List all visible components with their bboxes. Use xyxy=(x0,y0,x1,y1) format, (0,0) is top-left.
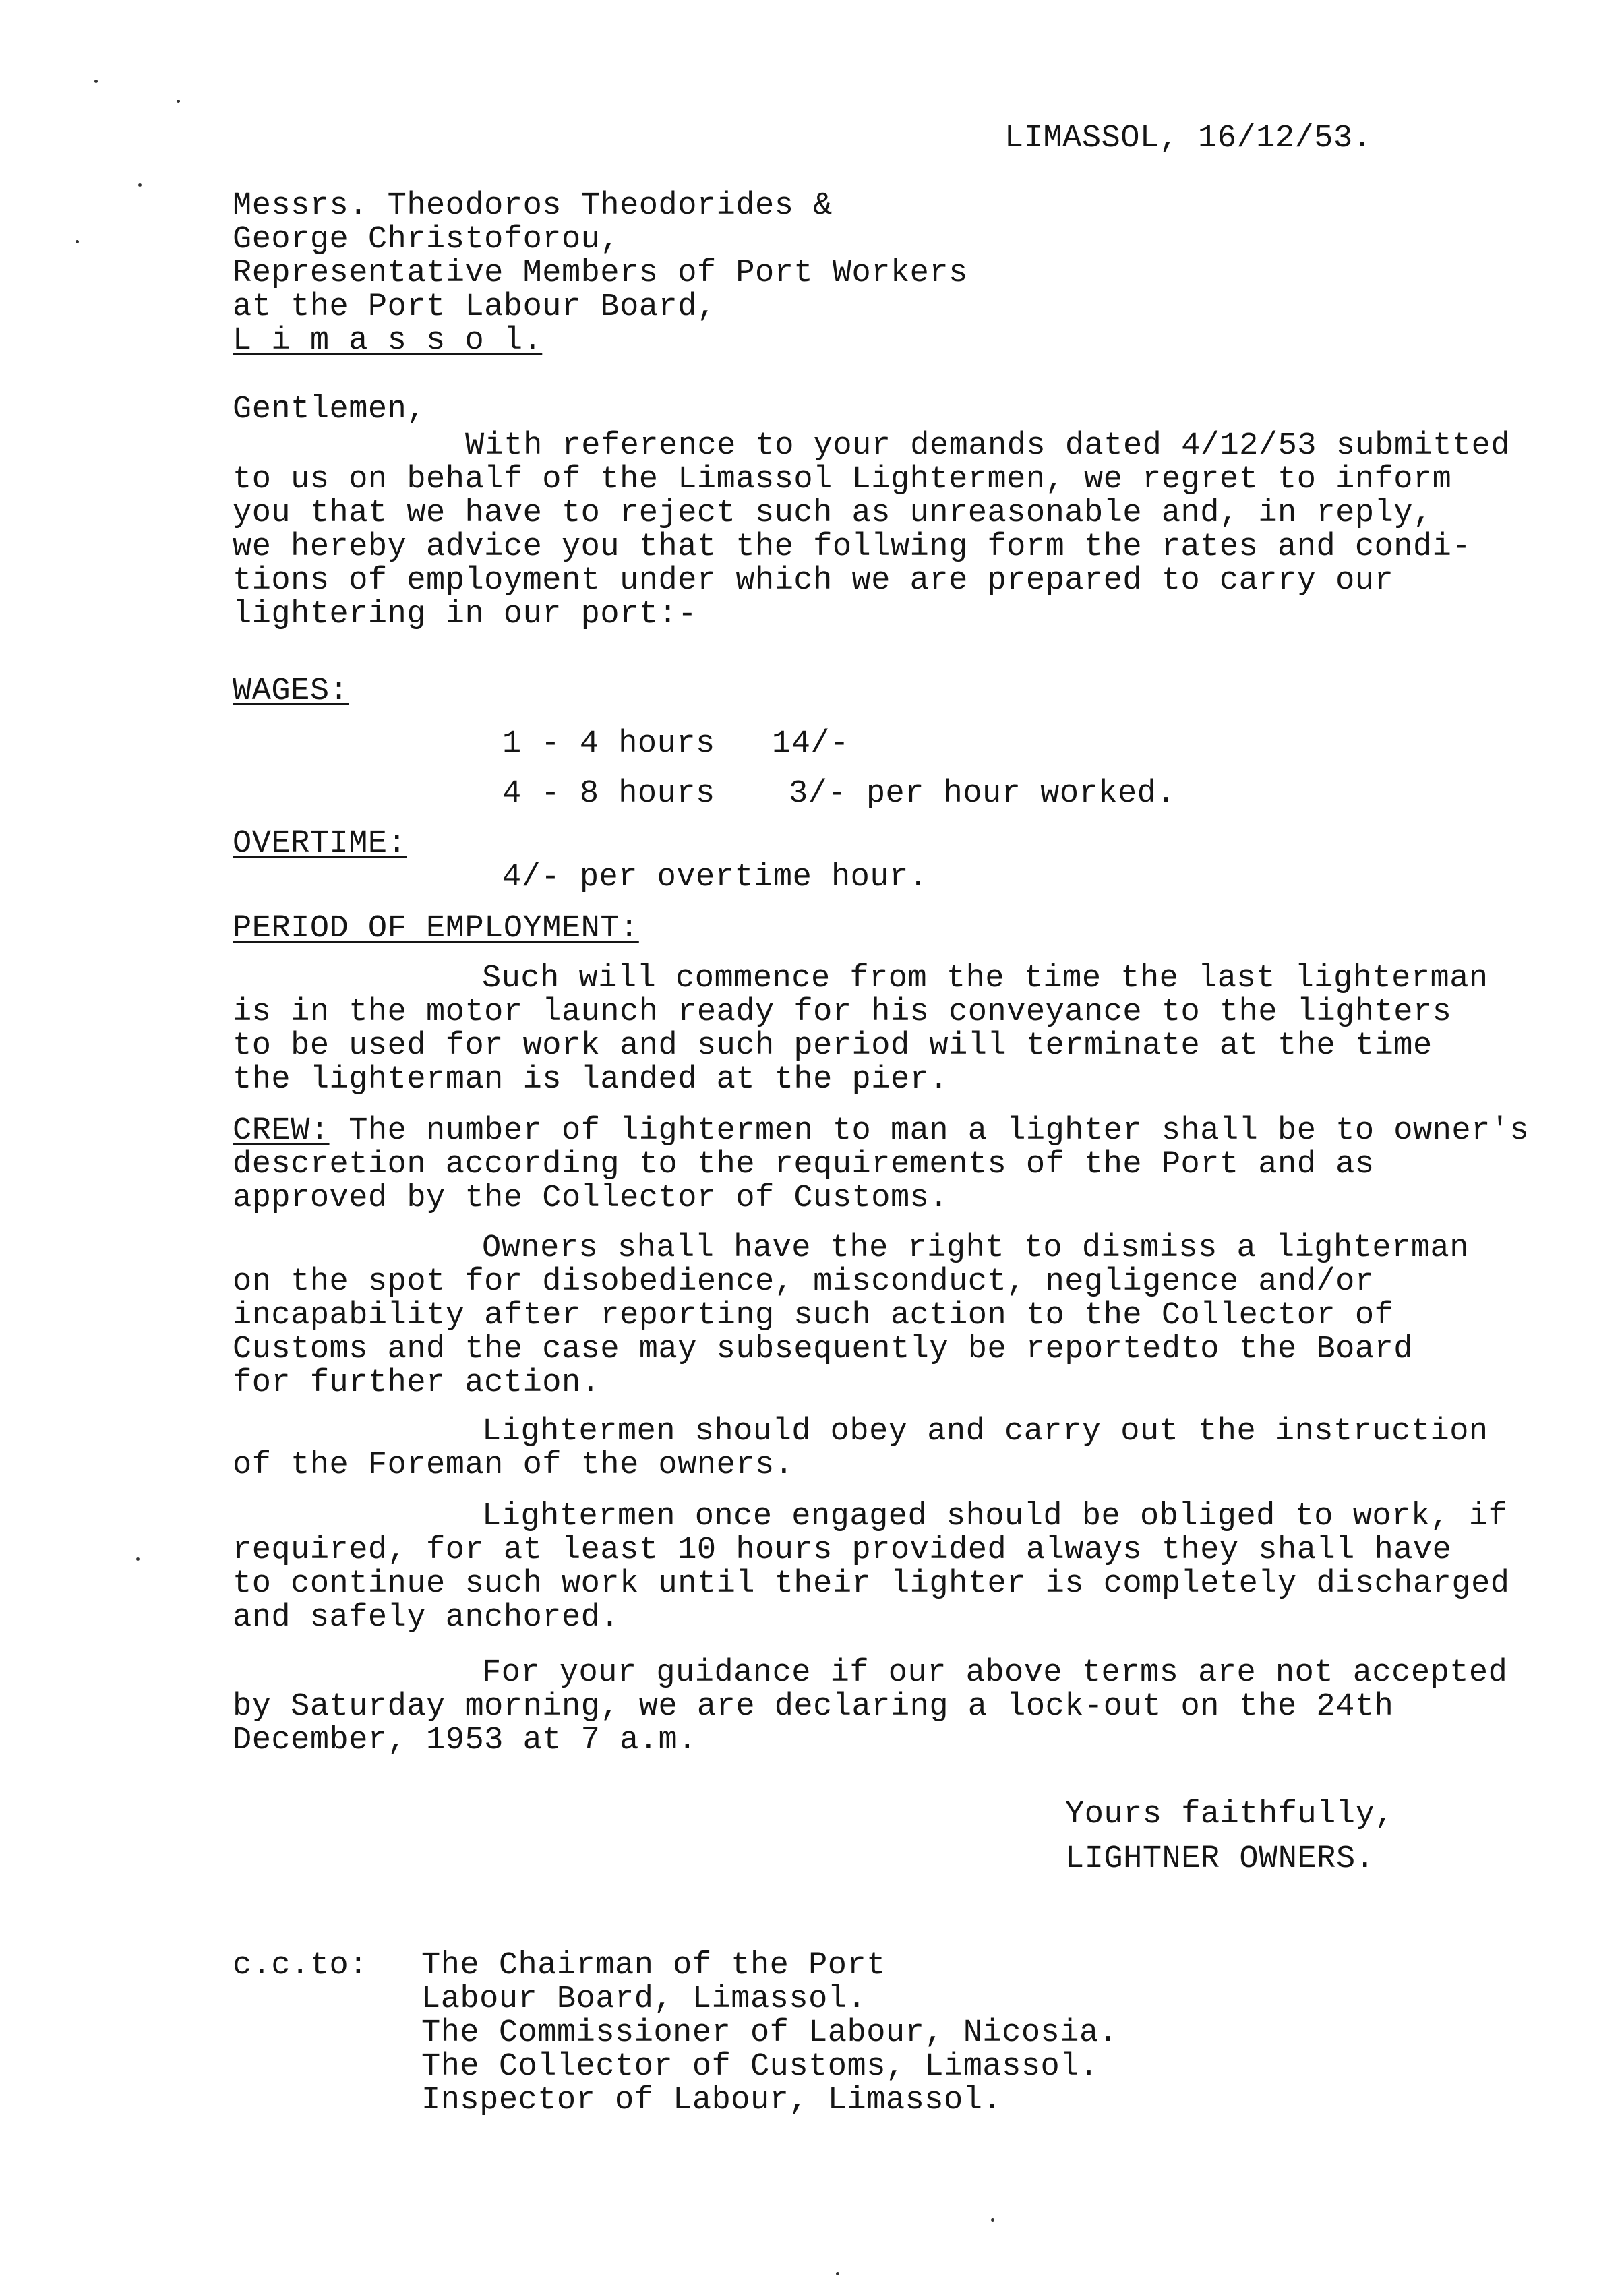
addressee-line: Messrs. Theodoros Theodorides & xyxy=(233,188,833,224)
period-heading: PERIOD OF EMPLOYMENT: xyxy=(233,911,639,947)
addressee-line: at the Port Labour Board, xyxy=(233,289,717,325)
intro-line: you that we have to reject such as unreasonable and, in reply, xyxy=(233,496,1433,531)
obey-line: Lightermen should obey and carry out the instruction xyxy=(482,1414,1488,1450)
lockout-line: For your guidance if our above terms are not accepted xyxy=(482,1655,1508,1691)
scan-speck xyxy=(138,183,142,187)
crew-heading: CREW: xyxy=(233,1113,330,1149)
scan-speck xyxy=(136,1557,140,1561)
wages-rate: 3/- per hour worked. xyxy=(789,776,1176,812)
period-line: is in the motor launch ready for his conveyance to the lighters xyxy=(233,994,1452,1030)
overtime-rate: 4/- per overtime hour. xyxy=(502,860,928,895)
cc-recipient: The Collector of Customs, Limassol. xyxy=(421,2049,1099,2085)
valediction: Yours faithfully, xyxy=(1065,1797,1394,1833)
crew-line: approved by the Collector of Customs. xyxy=(233,1181,949,1216)
crew-first-text: The number of lightermen to man a lighter shall be to owner's xyxy=(329,1113,1530,1149)
hours-line: Lightermen once engaged should be obliged to work, if xyxy=(482,1499,1508,1535)
hours-line: required, for at least 10 hours provided always they shall have xyxy=(233,1532,1452,1568)
lockout-line: December, 1953 at 7 a.m. xyxy=(233,1723,697,1758)
scan-speck xyxy=(991,2218,994,2222)
crew-line: descretion according to the requirements of the Port and as xyxy=(233,1147,1375,1183)
dismiss-line: Owners shall have the right to dismiss a lighterman xyxy=(482,1230,1469,1266)
hours-line: and safely anchored. xyxy=(233,1600,620,1636)
dismiss-line: on the spot for disobedience, misconduct, negligence and/or xyxy=(233,1264,1375,1300)
intro-line: we hereby advice you that the follwing form the rates and condi- xyxy=(233,529,1472,565)
addressee-city: L i m a s s o l. xyxy=(233,323,543,359)
addressee-line: George Christoforou, xyxy=(233,222,620,258)
lockout-line: by Saturday morning, we are declaring a lock-out on the 24th xyxy=(233,1689,1394,1725)
scan-speck xyxy=(177,100,180,103)
intro-line: tions of employment under which we are prepared to carry our xyxy=(233,563,1394,599)
cc-recipient: The Chairman of the Port xyxy=(421,1948,886,1984)
intro-line: With reference to your demands dated 4/12/53 submitted xyxy=(465,428,1511,464)
obey-line: of the Foreman of the owners. xyxy=(233,1448,794,1483)
dismiss-line: Customs and the case may subsequently be reportedto the Board xyxy=(233,1332,1413,1367)
dismiss-line: for further action. xyxy=(233,1365,601,1401)
intro-line: to us on behalf of the Limassol Lightermen, we regret to inform xyxy=(233,462,1452,498)
scan-speck xyxy=(94,80,98,83)
scan-speck xyxy=(76,240,79,243)
intro-line: lightering in our port:- xyxy=(233,597,697,632)
dismiss-line: incapability after reporting such action to the Collector of xyxy=(233,1298,1394,1334)
cc-recipient: Inspector of Labour, Limassol. xyxy=(421,2083,1002,2118)
cc-recipient: The Commissioner of Labour, Nicosia. xyxy=(421,2015,1118,2051)
period-line: the lighterman is landed at the pier. xyxy=(233,1062,949,1098)
wages-hours: 4 - 8 hours xyxy=(502,776,715,812)
overtime-heading: OVERTIME: xyxy=(233,826,407,862)
addressee-line: Representative Members of Port Workers xyxy=(233,256,968,291)
wages-heading: WAGES: xyxy=(233,674,349,709)
salutation: Gentlemen, xyxy=(233,392,427,427)
crew-first-line xyxy=(233,1114,1529,1149)
signatory: LIGHTNER OWNERS. xyxy=(1065,1841,1375,1877)
hours-line: to continue such work until their lighter is completely discharged xyxy=(233,1566,1510,1602)
period-line: Such will commence from the time the last lighterman xyxy=(482,961,1488,996)
period-line: to be used for work and such period will terminate at the time xyxy=(233,1028,1433,1064)
place-date: LIMASSOL, 16/12/53. xyxy=(1004,121,1373,156)
cc-recipient: Labour Board, Limassol. xyxy=(421,1982,867,2017)
wages-rate: 14/- xyxy=(772,726,849,762)
cc-label: c.c.to: xyxy=(233,1948,368,1984)
scan-speck xyxy=(836,2272,839,2275)
wages-hours: 1 - 4 hours xyxy=(502,726,715,762)
